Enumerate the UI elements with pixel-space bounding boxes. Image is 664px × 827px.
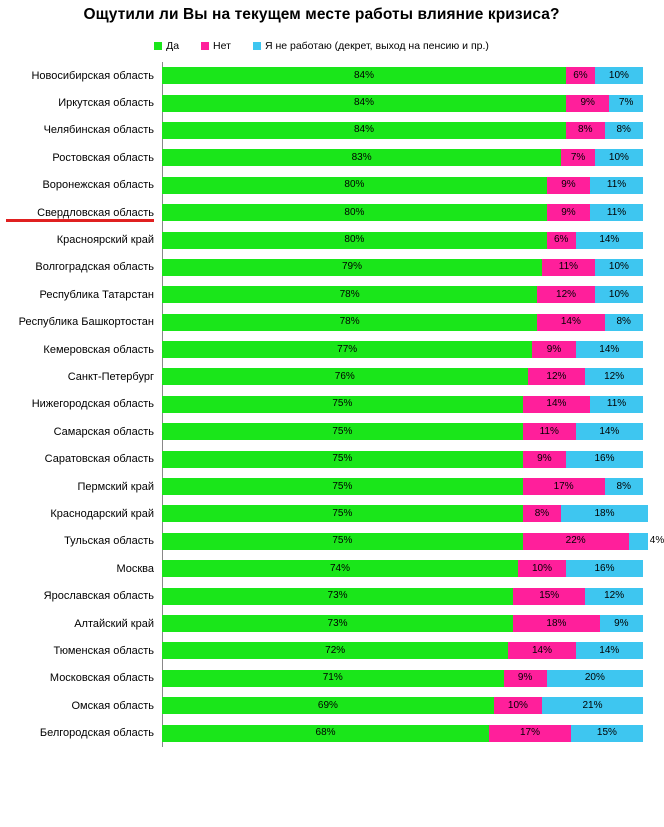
chart-row [0,117,643,144]
bar-segment-no [508,642,575,659]
stacked-bar [162,149,643,166]
bar-segment-yes [162,505,523,522]
category-label: Самарская область [53,425,154,438]
stacked-bar [162,177,643,194]
stacked-bar [162,642,643,659]
bar-segment-na [595,259,643,276]
bar-value-label: 14% [599,425,620,437]
bar-segment-yes [162,642,508,659]
bar-segment-yes [162,95,566,112]
chart-row [0,500,643,527]
bar-value-label: 80% [344,179,365,191]
bar-segment-no [528,368,586,385]
category-label: Саратовская область [44,453,154,466]
chart-row [0,172,643,199]
bar-value-label: 78% [339,316,360,328]
bar-segment-na [542,697,643,714]
bar-value-label: 84% [354,124,375,136]
bar-segment-no [523,505,561,522]
bar-value-label: 18% [546,617,567,629]
chart-row [0,226,643,253]
bar-value-label: 75% [332,453,353,465]
bar-segment-yes [162,451,523,468]
bar-segment-no [489,725,571,742]
bar-segment-yes [162,204,547,221]
stacked-bar [162,122,643,139]
bar-value-label: 8% [616,124,631,136]
bar-segment-no [513,588,585,605]
bar-value-label: 8% [534,507,550,519]
bar-value-label: 12% [604,370,625,382]
bar-value-label: 9% [614,617,629,629]
chart-row [0,144,643,171]
bar-value-label: 18% [594,507,615,519]
stacked-bar [162,478,643,495]
stacked-bar [162,232,643,249]
bar-segment-yes [162,478,523,495]
bar-segment-no [532,341,575,358]
category-label: Алтайский край [74,617,154,630]
legend-swatch-icon [201,42,209,50]
bar-segment-na [590,204,643,221]
bar-value-label: 8% [616,316,631,328]
chart-row [0,582,643,609]
category-label: Санкт-Петербург [67,370,154,383]
bar-segment-yes [162,396,523,413]
bar-segment-na [561,505,648,522]
bar-value-label: 11% [606,206,627,218]
stacked-bar [162,286,643,303]
bar-segment-na [576,232,643,249]
category-label: Новосибирская область [31,69,154,82]
bar-segment-yes [162,670,504,687]
chart-row [0,89,643,116]
bar-segment-no [513,615,600,632]
bar-segment-no [523,451,566,468]
bar-value-label: 72% [325,644,346,656]
stacked-bar [162,423,643,440]
bar-value-label: 4% [649,535,664,547]
bar-segment-no [566,67,595,84]
bar-segment-yes [162,122,566,139]
bar-value-label: 15% [539,590,560,602]
bar-segment-yes [162,368,528,385]
chart-row [0,309,643,336]
bar-segment-yes [162,232,547,249]
stacked-bar [162,560,643,577]
stacked-bar [162,615,643,632]
bar-segment-no [566,95,609,112]
stacked-bar [162,95,643,112]
chart-row [0,719,643,746]
chart-row [0,610,643,637]
bar-segment-yes [162,67,566,84]
stacked-bar [162,259,643,276]
bar-value-label: 10% [531,562,552,574]
chart-row [0,62,643,89]
bar-value-label: 10% [608,261,629,273]
bar-value-label: 22% [565,535,586,547]
bar-segment-yes [162,560,518,577]
bar-value-label: 78% [339,288,360,300]
bar-value-label: 71% [322,672,343,684]
bar-value-label: 73% [327,590,348,602]
legend-swatch-icon [154,42,162,50]
stacked-bar [162,725,643,742]
bar-segment-na [590,396,643,413]
bar-segment-na [576,642,643,659]
bar-value-label: 9% [537,453,552,465]
category-label: Краснодарский край [50,507,154,520]
bar-segment-yes [162,259,542,276]
bar-value-label: 69% [317,699,338,711]
category-label: Кемеровская область [43,343,154,356]
bar-segment-no [537,286,595,303]
chart-row [0,199,643,226]
bar-value-label: 75% [332,425,353,437]
bar-value-label: 11% [558,261,579,273]
bar-value-label: 16% [594,562,615,574]
bar-value-label: 11% [606,398,627,410]
bar-value-label: 7% [570,151,586,163]
bar-segment-no [523,396,590,413]
bar-segment-yes [162,615,513,632]
category-label: Республика Башкортостан [18,316,154,329]
chart-plot-area [0,62,664,747]
bar-segment-na [585,368,643,385]
bar-value-label: 14% [599,644,620,656]
bar-segment-yes [162,341,532,358]
bar-segment-na [576,423,643,440]
bar-value-label: 75% [332,507,353,519]
category-label: Иркутская область [58,97,154,110]
bar-value-label: 6% [554,234,569,246]
bar-value-label: 15% [596,727,617,739]
bar-segment-yes [162,588,513,605]
category-label: Тульская область [64,535,154,548]
bar-value-label: 9% [580,97,595,109]
stacked-bar [162,341,643,358]
bar-value-label: 76% [334,370,355,382]
bar-segment-no [504,670,547,687]
stacked-bar [162,697,643,714]
bar-segment-no [523,478,605,495]
bar-value-label: 84% [354,69,375,81]
chart-row [0,555,643,582]
bar-segment-yes [162,725,489,742]
bar-value-label: 77% [337,343,358,355]
bar-segment-no [547,232,576,249]
bar-segment-na [629,533,664,550]
bar-segment-na [571,725,643,742]
chart-row [0,254,643,281]
bar-value-label: 7% [618,97,634,109]
stacked-bar [162,368,643,385]
bar-segment-no [542,259,595,276]
bar-segment-na [605,122,643,139]
stacked-bar [162,67,643,84]
category-label: Москва [116,562,154,575]
bar-value-label: 75% [332,480,353,492]
bar-segment-na [595,286,643,303]
bar-segment-na [566,560,643,577]
bar-segment-yes [162,697,494,714]
bar-segment-na [605,478,643,495]
bar-value-label: 14% [599,343,620,355]
legend-swatch-icon [253,42,261,50]
bar-value-label: 12% [556,288,577,300]
bar-segment-na [576,341,643,358]
stacked-bar [162,396,643,413]
bar-segment-na [600,615,643,632]
bar-segment-no [547,204,590,221]
chart-row [0,528,664,555]
bar-value-label: 6% [573,69,588,81]
legend-item[interactable] [154,40,179,52]
legend-label: Я не работаю (декрет, выход на пенсию и пр.) [264,40,489,52]
legend-label: Нет [213,40,231,52]
bar-segment-na [547,670,643,687]
legend-item[interactable] [201,40,231,52]
bar-segment-yes [162,286,537,303]
stacked-bar [162,670,643,687]
bar-segment-no [523,423,576,440]
category-label: Белгородская область [39,727,154,740]
bar-segment-na [585,588,643,605]
bar-value-label: 9% [517,672,533,684]
bar-value-label: 79% [341,261,362,273]
legend-label: Да [166,40,180,52]
bar-segment-no [561,149,595,166]
bar-value-label: 8% [616,480,631,492]
bar-segment-no [566,122,604,139]
category-label: Тюменская область [53,644,154,657]
bar-value-label: 80% [344,206,365,218]
chart-legend [0,40,643,52]
bar-segment-yes [162,533,523,550]
chart-row [0,637,643,664]
bar-value-label: 11% [606,179,627,191]
bar-segment-na [605,314,643,331]
bar-value-label: 17% [519,727,540,739]
category-label: Ростовская область [52,151,154,164]
bar-segment-na [595,149,643,166]
bar-segment-na [566,451,643,468]
bar-value-label: 21% [582,699,603,711]
category-label: Республика Татарстан [39,288,154,301]
bar-value-label: 73% [327,617,348,629]
bar-value-label: 10% [507,699,528,711]
bar-segment-yes [162,149,561,166]
bar-value-label: 68% [315,727,336,739]
bar-value-label: 20% [584,672,605,684]
bar-value-label: 75% [332,398,353,410]
stacked-bar [162,505,643,522]
chart-row [0,445,643,472]
bar-value-label: 12% [546,370,567,382]
bar-value-label: 84% [354,97,375,109]
bar-value-label: 74% [329,562,350,574]
bar-segment-no [494,697,542,714]
chart-row [0,391,643,418]
category-label: Пермский край [77,480,154,493]
category-label: Волгоградская область [35,261,154,274]
chart-row [0,363,643,390]
bar-segment-yes [162,177,547,194]
stacked-bar [162,533,664,550]
chart-row [0,418,643,445]
category-label: Челябинская область [43,124,154,137]
category-label: Московская область [49,672,154,685]
category-label: Омская область [71,699,154,712]
bar-value-label: 80% [344,234,365,246]
chart-row [0,336,643,363]
bar-segment-no [537,314,604,331]
bar-segment-na [595,67,643,84]
category-label: Воронежская область [42,179,154,192]
bar-segment-no [518,560,566,577]
bar-value-label: 10% [608,151,629,163]
bar-value-label: 14% [599,234,620,246]
bar-segment-no [547,177,590,194]
bar-value-label: 17% [553,480,574,492]
bar-value-label: 14% [560,316,581,328]
category-label: Свердловская область [0,207,162,219]
stacked-bar [162,314,643,331]
chart-row [0,473,643,500]
bar-value-label: 9% [561,179,576,191]
category-label: Ярославская область [43,590,154,603]
bar-value-label: 10% [608,288,629,300]
chart-row [0,692,643,719]
page-title: Ощутили ли Вы на текущем месте работы влияние кризиса? [83,6,560,23]
category-label: Нижегородская область [31,398,154,411]
stacked-bar [162,588,643,605]
bar-value-label: 83% [351,151,372,163]
category-label: Красноярский край [56,234,154,247]
bar-value-label: 10% [608,69,629,81]
bar-segment-yes [162,423,523,440]
stacked-bar [162,204,643,221]
bar-value-label: 75% [332,535,353,547]
bar-value-label: 14% [531,644,552,656]
bar-value-label: 14% [546,398,567,410]
chart-row [0,281,643,308]
chart-row [0,665,643,692]
bar-segment-na [590,177,643,194]
legend-item[interactable] [253,40,489,52]
bar-segment-na [609,95,643,112]
bar-value-label: 11% [539,425,559,437]
bar-value-label: 8% [578,124,593,136]
stacked-bar [162,451,643,468]
bar-segment-yes [162,314,537,331]
bar-value-label: 9% [546,343,562,355]
bar-value-label: 16% [594,453,615,465]
bar-value-label: 9% [561,206,576,218]
bar-segment-no [523,533,629,550]
bar-value-label: 12% [604,590,625,602]
